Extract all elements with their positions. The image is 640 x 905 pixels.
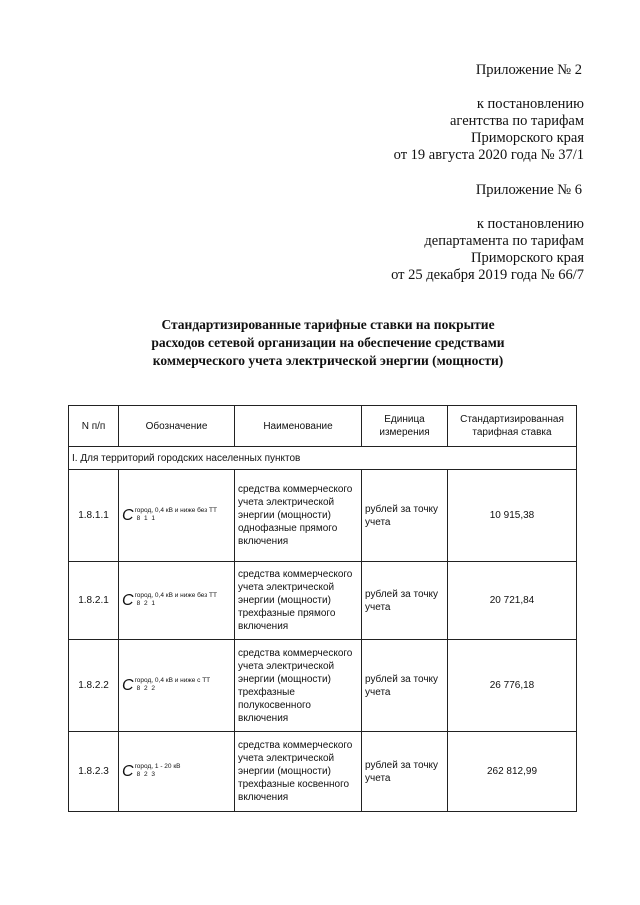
- tariff-symbol: [122, 507, 217, 525]
- row-rate: 10 915,38: [448, 470, 577, 562]
- row-symbol: [119, 640, 235, 732]
- row-symbol: [119, 732, 235, 812]
- symbol-subscript: 8 2 3: [136, 770, 157, 778]
- appendix-6-line: департамента по тарифам: [424, 233, 584, 249]
- row-unit: рублей за точку учета: [362, 732, 448, 812]
- symbol-letter: C: [122, 676, 134, 694]
- row-number: 1.8.2.2: [69, 640, 119, 732]
- section-label: I. Для территорий городских населенных пунктов: [69, 447, 577, 470]
- row-rate: 20 721,84: [448, 562, 577, 640]
- tariff-symbol: [122, 592, 217, 610]
- appendix-2-line: от 19 августа 2020 года № 37/1: [393, 147, 584, 163]
- header-symbol: Обозначение: [119, 406, 235, 447]
- symbol-superscript: город, 0,4 кВ и ниже без ТТ: [134, 591, 217, 599]
- row-number: 1.8.2.1: [69, 562, 119, 640]
- row-name: средства коммерческого учета электрической энергии (мощности) однофазные прямого включения: [235, 470, 362, 562]
- row-symbol: [119, 562, 235, 640]
- table-row: [69, 640, 577, 732]
- row-unit: рублей за точку учета: [362, 640, 448, 732]
- symbol-superscript: город, 1 - 20 кВ: [134, 762, 181, 770]
- tariff-symbol: [122, 763, 181, 781]
- row-name: средства коммерческого учета электрической энергии (мощности) трехфазные полукосвенного включения: [235, 640, 362, 732]
- header-number: N п/п: [69, 406, 119, 447]
- header-name: Наименование: [235, 406, 362, 447]
- appendix-6-line: от 25 декабря 2019 года № 66/7: [391, 267, 584, 283]
- appendix-6-line: к постановлению: [476, 216, 584, 232]
- table-section-row: [69, 447, 577, 470]
- row-rate: 26 776,18: [448, 640, 577, 732]
- title-line: коммерческого учета электрической энергии (мощности): [152, 353, 504, 368]
- table-row: [69, 470, 577, 562]
- symbol-superscript: город, 0,4 кВ и ниже без ТТ: [134, 506, 217, 514]
- appendix-6-block: [391, 182, 584, 284]
- appendix-2-line: Приморского края: [470, 130, 584, 146]
- symbol-letter: C: [122, 762, 134, 780]
- appendix-2-number: Приложение № 2: [475, 62, 582, 78]
- symbol-letter: C: [122, 591, 134, 609]
- symbol-superscript: город, 0,4 кВ и ниже с ТТ: [134, 676, 211, 684]
- appendix-2-line: к постановлению: [476, 96, 584, 112]
- title-line: расходов сетевой организации на обеспечение средствами: [151, 335, 505, 350]
- appendix-6-line: Приморского края: [470, 250, 584, 266]
- symbol-subscript: 8 1 1: [136, 514, 157, 522]
- appendix-2-block: [394, 62, 584, 164]
- header-unit: Единица измерения: [362, 406, 448, 447]
- document-title: [118, 316, 538, 370]
- tariff-table: [68, 405, 577, 812]
- table-row: [69, 562, 577, 640]
- row-symbol: [119, 470, 235, 562]
- symbol-subscript: 8 2 2: [136, 684, 157, 692]
- table-row: [69, 732, 577, 812]
- symbol-letter: C: [122, 506, 134, 524]
- tariff-symbol: [122, 677, 210, 695]
- row-number: 1.8.2.3: [69, 732, 119, 812]
- row-name: средства коммерческого учета электрической энергии (мощности) трехфазные косвенного включения: [235, 732, 362, 812]
- row-number: 1.8.1.1: [69, 470, 119, 562]
- title-line: Стандартизированные тарифные ставки на покрытие: [161, 317, 495, 332]
- symbol-subscript: 8 2 1: [136, 599, 157, 607]
- row-name: средства коммерческого учета электрической энергии (мощности) трехфазные прямого включения: [235, 562, 362, 640]
- appendix-2-line: агентства по тарифам: [450, 113, 584, 129]
- row-unit: рублей за точку учета: [362, 562, 448, 640]
- header-rate: Стандартизированная тарифная ставка: [448, 406, 577, 447]
- appendix-6-number: Приложение № 6: [475, 182, 582, 198]
- table-header-row: [69, 406, 577, 447]
- row-unit: рублей за точку учета: [362, 470, 448, 562]
- row-rate: 262 812,99: [448, 732, 577, 812]
